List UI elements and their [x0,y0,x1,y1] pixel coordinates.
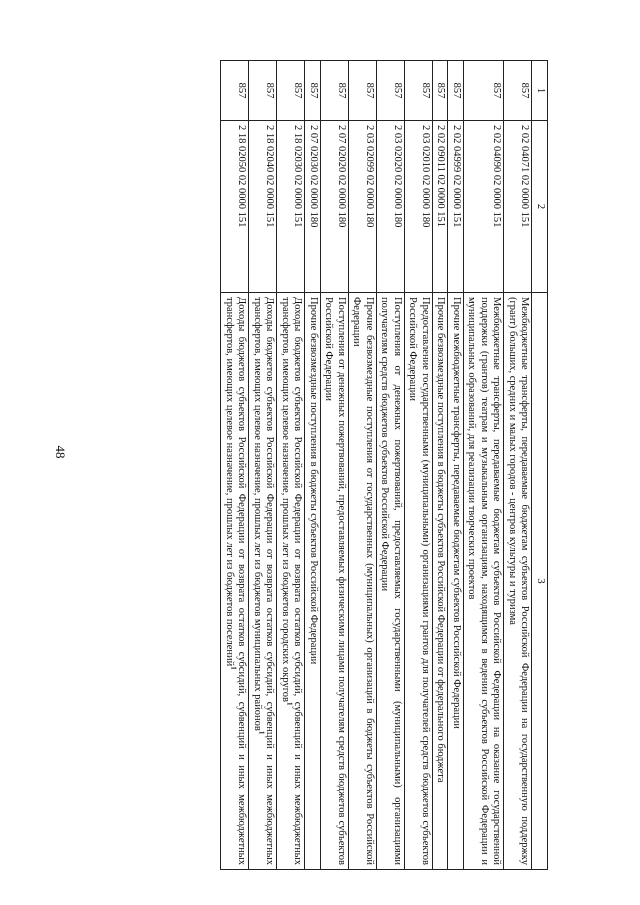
budget-classification-code-cell: 2 03 02020 02 0000 180 [377,121,405,293]
revenue-name-cell [433,293,449,870]
table-row [504,61,532,870]
revenue-name-cell [448,293,464,870]
admin-code-cell: 857 [448,61,464,121]
header-col-2: 2 [532,121,548,293]
revenue-name-text: Прочие безвозмездные поступления от государственных (муниципальных) организаций в бюджеты субъектов Российской Федерации [351,297,375,865]
footnote-marker: 1 [229,666,238,670]
revenue-name-text: Поступления от денежных пожертвований, предоставляемых физическими лицами получателям средств бюджетов субъектов Российской Федерации [323,297,347,865]
revenue-name-text: Поступления от денежных пожертвований, предоставляемых государственными (муниципальными) организациями получателям средств бюджетов субъектов Российской Федерации [379,297,403,865]
table-header-row [532,61,548,870]
admin-code-cell: 857 [464,61,505,121]
budget-revenue-table [221,60,549,870]
admin-code-cell: 857 [305,61,321,121]
budget-classification-code-cell: 2 18 02030 02 0000 151 [277,121,305,293]
revenue-name-text: Доходы бюджетов субъектов Российской Федерации от возврата остатков субсидий, субвенций и иных межбюджетных трансфертов, имеющих целевое назначение, прошлых лет из бюджетов городских округов [280,297,304,865]
revenue-name-text: Прочие безвозмездные поступления в бюджеты субъектов Российской Федерации [308,297,319,665]
table-row [221,61,249,870]
table-row [277,61,305,870]
revenue-name-cell [321,293,349,870]
revenue-name-cell [464,293,505,870]
rotated-table-container [88,60,548,870]
budget-classification-code-cell: 2 03 02099 02 0000 180 [349,121,377,293]
budget-classification-code-cell: 2 07 02020 02 0000 180 [321,121,349,293]
admin-code-cell: 857 [504,61,532,121]
revenue-name-cell [221,293,249,870]
budget-classification-code-cell: 2 18 02050 02 0000 151 [221,121,249,293]
budget-classification-code-cell: 2 02 09011 02 0000 151 [433,121,449,293]
revenue-name-text: Прочие межбюджетные трансферты, передаваемые бюджетам субъектов Российской Федерации [451,297,462,729]
revenue-name-cell [277,293,305,870]
footnote-marker: 1 [285,701,294,706]
revenue-name-cell [405,293,433,870]
table-row [321,61,349,870]
table-body [221,61,532,870]
revenue-name-text: Прочие безвозмездные поступления в бюджеты субъектов Российской Федерации от федерального бюджета [435,297,447,783]
footnote-marker: 1 [257,730,266,735]
revenue-name-cell [377,293,405,870]
budget-classification-code-cell: 2 03 02010 02 0000 180 [405,121,433,293]
table-row [405,61,433,870]
admin-code-cell: 857 [249,61,277,121]
table-row [464,61,505,870]
page-number: 48 [53,445,68,459]
budget-classification-code-cell: 2 02 04999 02 0000 151 [448,121,464,293]
revenue-name-text: Межбюджетные трансферты, передаваемые бюджетам субъектов Российской Федерации на государственную поддержку (грант) больших, средних и малых городов - центров культуры и туризма [507,297,531,865]
table-row [305,61,321,870]
admin-code-cell: 857 [277,61,305,121]
revenue-name-cell [305,293,321,870]
revenue-name-cell [349,293,377,870]
revenue-name-text: Доходы бюджетов субъектов Российской Федерации от возврата остатков субсидий, субвенций и иных межбюджетных трансфертов, имеющих целевое назначение, прошлых лет из бюджетов поселений [224,297,248,865]
admin-code-cell: 857 [433,61,449,121]
table-row [448,61,464,870]
revenue-name-text: Межбюджетные трансферты, передаваемые бюджетам субъектов Российской Федерации на оказание государственной поддержки (грантов) театрам и музыкальным организациям, находящимся в ведении субъектов Российской Федерации и муниципальных образований, для реализации творческих проектов [466,297,503,865]
revenue-name-cell [249,293,277,870]
revenue-name-text: Доходы бюджетов субъектов Российской Федерации от возврата остатков субсидий, субвенций и иных межбюджетных трансфертов, имеющих целевое назначение, прошлых лет из бюджетов муниципальных районов [252,297,276,865]
header-col-1: 1 [532,61,548,121]
table-row [433,61,449,870]
budget-classification-code-cell: 2 18 02040 02 0000 151 [249,121,277,293]
admin-code-cell: 857 [221,61,249,121]
admin-code-cell: 857 [349,61,377,121]
table-row [249,61,277,870]
table-row [349,61,377,870]
budget-classification-code-cell: 2 07 02030 02 0000 180 [305,121,321,293]
budget-classification-code-cell: 2 02 04071 02 0000 151 [504,121,532,293]
revenue-name-text: Предоставление государственными (муниципальными) организациями грантов для получателей средств бюджетов субъектов Российской Федерации [407,297,431,865]
header-col-3: 3 [532,293,548,870]
admin-code-cell: 857 [321,61,349,121]
admin-code-cell: 857 [405,61,433,121]
budget-classification-code-cell: 2 02 04090 02 0000 151 [464,121,505,293]
table-row [377,61,405,870]
revenue-name-cell [504,293,532,870]
admin-code-cell: 857 [377,61,405,121]
